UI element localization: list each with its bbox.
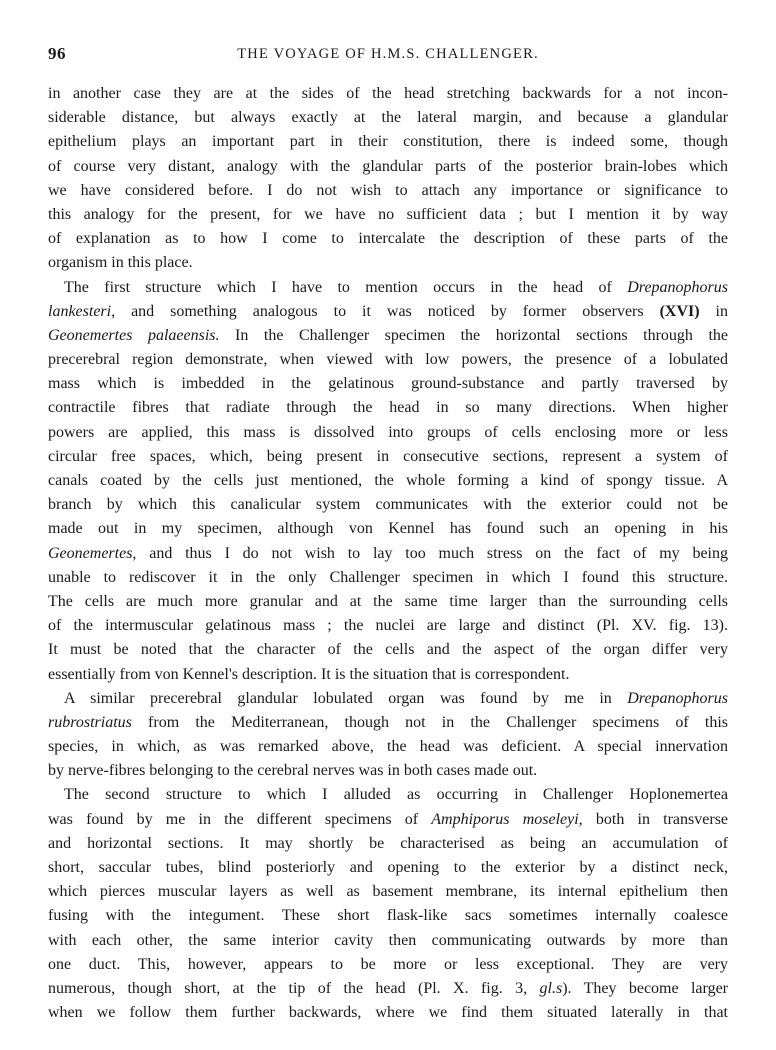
text-segment: in [699, 302, 728, 320]
text-segment: of course very distant, analogy with the glandular parts of the posterior brain-lobes which [48, 157, 728, 175]
text-line [48, 566, 728, 590]
text-segment: contractile fibres that radiate through the head in so many directions. When higher [48, 399, 728, 417]
text-segment: epithelium plays an important part in their constitution, there is indeed some, though [48, 133, 728, 151]
text-segment: essentially from von Kennel's description. It is the situation that is correspondent. [48, 665, 570, 683]
text-line [48, 130, 728, 154]
text-segment: In the Challenger specimen the horizontal sections through the [219, 326, 728, 344]
text-line [48, 251, 728, 275]
text-line [48, 469, 728, 493]
text-line [48, 953, 728, 977]
text-line [48, 783, 728, 807]
text-line [48, 203, 728, 227]
text-segment: The second structure to which I alluded as occurring in Challenger Hoplonemertea [64, 786, 728, 804]
italic-text: lankesteri, [48, 302, 116, 320]
text-line [48, 300, 728, 324]
text-segment: with each other, the same interior cavity then communicating outwards by more than [48, 931, 728, 949]
page-header [48, 44, 728, 66]
italic-text: Geonemertes, [48, 544, 137, 562]
text-segment: species, in which, as was remarked above, the head was deficient. A special innervation [48, 738, 728, 756]
italic-text: Amphiporus moseleyi, [431, 810, 583, 828]
text-segment: siderable distance, but always exactly at the lateral margin, and because a glandular [48, 109, 728, 127]
text-line [48, 590, 728, 614]
text-line [48, 421, 728, 445]
text-segment: we have considered before. I do not wish to attach any importance or significance to [48, 181, 728, 199]
text-line [48, 759, 728, 783]
text-segment: by nerve-fibres belonging to the cerebral nerves was in both cases made out. [48, 762, 538, 780]
text-segment: one duct. This, however, appears to be more or less exceptional. They are very [48, 955, 728, 973]
text-line [48, 445, 728, 469]
text-segment: both in transverse [582, 810, 728, 828]
text-segment: mass which is imbedded in the gelatinous ground-substance and partly traversed by [48, 375, 728, 393]
text-segment: circular free spaces, which, being present in consecutive sections, represent a system of [48, 447, 728, 465]
text-segment: A similar precerebral glandular lobulated organ was found by me in [64, 689, 628, 707]
text-segment: this analogy for the present, for we have no sufficient data ; but I mention it by way [48, 205, 728, 223]
text-line [48, 372, 728, 396]
text-segment: precerebral region demonstrate, when viewed with low powers, the presence of a lobulated [48, 351, 728, 369]
text-segment: of the intermuscular gelatinous mass ; the nuclei are large and distinct (Pl. XV. fig. 13). [48, 617, 728, 635]
text-segment: was found by me in the different specimens of [48, 810, 432, 828]
text-line [48, 904, 728, 928]
text-line [48, 106, 728, 130]
italic-text: Drepanophorus [627, 689, 728, 707]
text-line [48, 396, 728, 420]
text-line [48, 493, 728, 517]
page-number: 96 [48, 44, 66, 63]
italic-text: rubrostriatus [48, 713, 132, 731]
text-line [48, 977, 728, 1001]
text-segment: and horizontal sections. It may shortly be characterised as being an accumulation of [48, 834, 728, 852]
italic-text: Drepanophorus [627, 278, 728, 296]
text-line [48, 638, 728, 662]
text-line [48, 276, 728, 300]
body-text [48, 82, 728, 1025]
bold-text: (XVI) [659, 302, 700, 320]
text-segment: and thus I do not wish to lay too much stress on the fact of my being [136, 544, 728, 562]
text-segment: when we follow them further backwards, where we find them situated laterally in that [48, 1004, 728, 1022]
text-segment: branch by which this canalicular system communicates with the exterior could not be [48, 496, 728, 514]
text-line [48, 324, 728, 348]
text-segment: powers are applied, this mass is dissolved into groups of cells enclosing more or less [48, 423, 728, 441]
italic-text: gl.s [539, 979, 563, 997]
text-line [48, 82, 728, 106]
text-segment: numerous, though short, at the tip of the head (Pl. X. fig. 3, [48, 979, 540, 997]
text-line [48, 880, 728, 904]
text-line [48, 687, 728, 711]
text-line [48, 832, 728, 856]
text-segment: of explanation as to how I come to intercalate the description of these parts of the [48, 230, 728, 248]
text-line [48, 155, 728, 179]
text-line [48, 663, 728, 687]
text-segment: canals coated by the cells just mentioned, the whole forming a kind of spongy tissue. A [48, 472, 728, 489]
text-segment: It must be noted that the character of the cells and the aspect of the organ differ very [48, 641, 728, 659]
text-segment: The cells are much more granular and at the same time larger than the surrounding cells [48, 592, 728, 610]
italic-text: Geonemertes palaeensis. [48, 326, 220, 344]
text-segment: in another case they are at the sides of the head stretching backwards for a not incon- [48, 85, 728, 102]
text-line [48, 808, 728, 832]
text-line [48, 1001, 728, 1025]
text-line [48, 517, 728, 541]
text-segment: fusing with the integument. These short flask-like sacs sometimes internally coalesce [48, 907, 728, 925]
text-line [48, 179, 728, 203]
text-segment: The first structure which I have to mention occurs in the head of [64, 278, 628, 296]
text-line [48, 542, 728, 566]
text-segment: from the Mediterranean, though not in the Challenger specimens of this [131, 713, 728, 731]
text-line [48, 929, 728, 953]
text-segment: and something analogous to it was noticed by former observers [115, 302, 660, 320]
text-line [48, 856, 728, 880]
running-head: THE VOYAGE OF H.M.S. CHALLENGER. [237, 46, 539, 62]
text-line [48, 614, 728, 638]
text-segment: ). They become larger [562, 979, 728, 997]
text-line [48, 348, 728, 372]
text-line [48, 227, 728, 251]
text-segment: short, saccular tubes, blind posteriorly and opening to the exterior by a distinct neck, [48, 859, 728, 876]
text-segment: unable to rediscover it in the only Challenger specimen in which I found this structure. [48, 568, 728, 586]
text-segment: made out in my specimen, although von Kennel has found such an opening in his [48, 520, 728, 538]
text-line [48, 711, 728, 735]
text-line [48, 735, 728, 759]
text-segment: organism in this place. [48, 254, 193, 272]
text-segment: which pierces muscular layers as well as basement membrane, its internal epithelium then [48, 883, 728, 901]
